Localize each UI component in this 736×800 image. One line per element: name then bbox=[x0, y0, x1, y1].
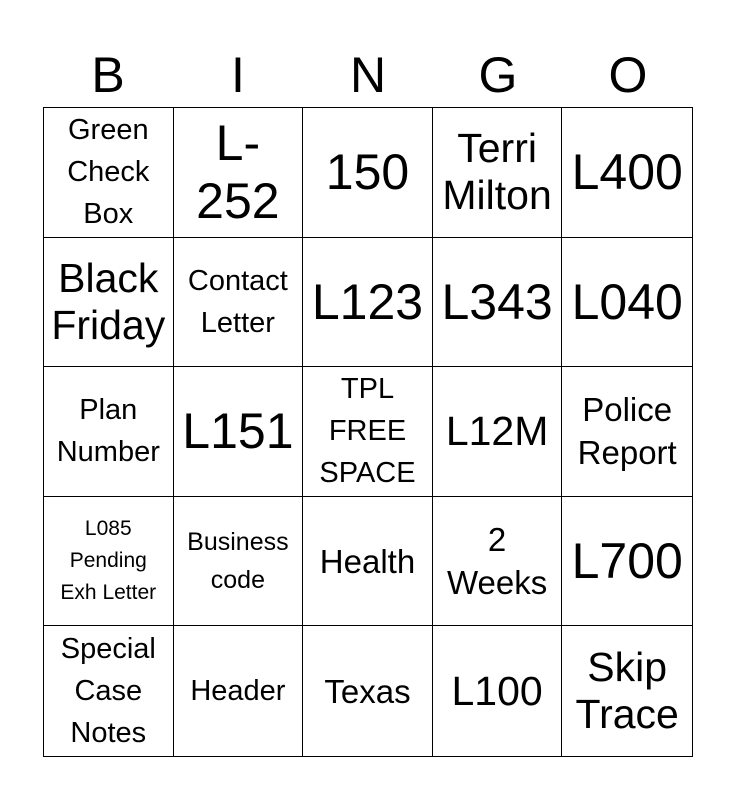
bingo-cell[interactable]: L040 bbox=[562, 238, 692, 368]
bingo-cell[interactable]: Health bbox=[303, 497, 433, 627]
bingo-cell[interactable]: Special Case Notes bbox=[44, 626, 174, 756]
bingo-cell[interactable]: L085 Pending Exh Letter bbox=[44, 497, 174, 627]
header-letter-o: O bbox=[608, 47, 648, 103]
header-letter-g: G bbox=[478, 47, 518, 103]
bingo-header bbox=[43, 44, 693, 106]
bingo-cell[interactable]: Contact Letter bbox=[174, 238, 304, 368]
bingo-cell[interactable]: Texas bbox=[303, 626, 433, 756]
bingo-cell[interactable]: L400 bbox=[562, 108, 692, 238]
bingo-cell[interactable]: L123 bbox=[303, 238, 433, 368]
bingo-cell[interactable]: L151 bbox=[174, 367, 304, 497]
header-letter-i: I bbox=[231, 47, 245, 103]
bingo-cell[interactable]: 2 Weeks bbox=[433, 497, 563, 627]
bingo-cell[interactable]: Business code bbox=[174, 497, 304, 627]
header-letter-b: B bbox=[91, 47, 125, 103]
header-letter-n: N bbox=[349, 47, 387, 103]
bingo-cell[interactable]: Black Friday bbox=[44, 238, 174, 368]
bingo-cell[interactable]: L700 bbox=[562, 497, 692, 627]
bingo-cell[interactable]: Terri Milton bbox=[433, 108, 563, 238]
bingo-cell[interactable]: 150 bbox=[303, 108, 433, 238]
bingo-cell[interactable]: Skip Trace bbox=[575, 644, 679, 738]
bingo-board bbox=[43, 107, 693, 757]
bingo-cell[interactable]: Police Report bbox=[562, 367, 692, 497]
bingo-free-space[interactable]: TPL FREE SPACE bbox=[303, 367, 433, 497]
bingo-cell[interactable]: Header bbox=[174, 626, 304, 756]
bingo-cell[interactable]: Plan Number bbox=[44, 367, 174, 497]
bingo-cell[interactable]: L- 252 bbox=[174, 108, 304, 238]
bingo-cell[interactable]: L12M bbox=[433, 367, 563, 497]
bingo-cell[interactable]: L100 bbox=[433, 626, 563, 756]
bingo-cell[interactable]: Green Check Box bbox=[44, 108, 174, 238]
bingo-cell[interactable]: L343 bbox=[433, 238, 563, 368]
